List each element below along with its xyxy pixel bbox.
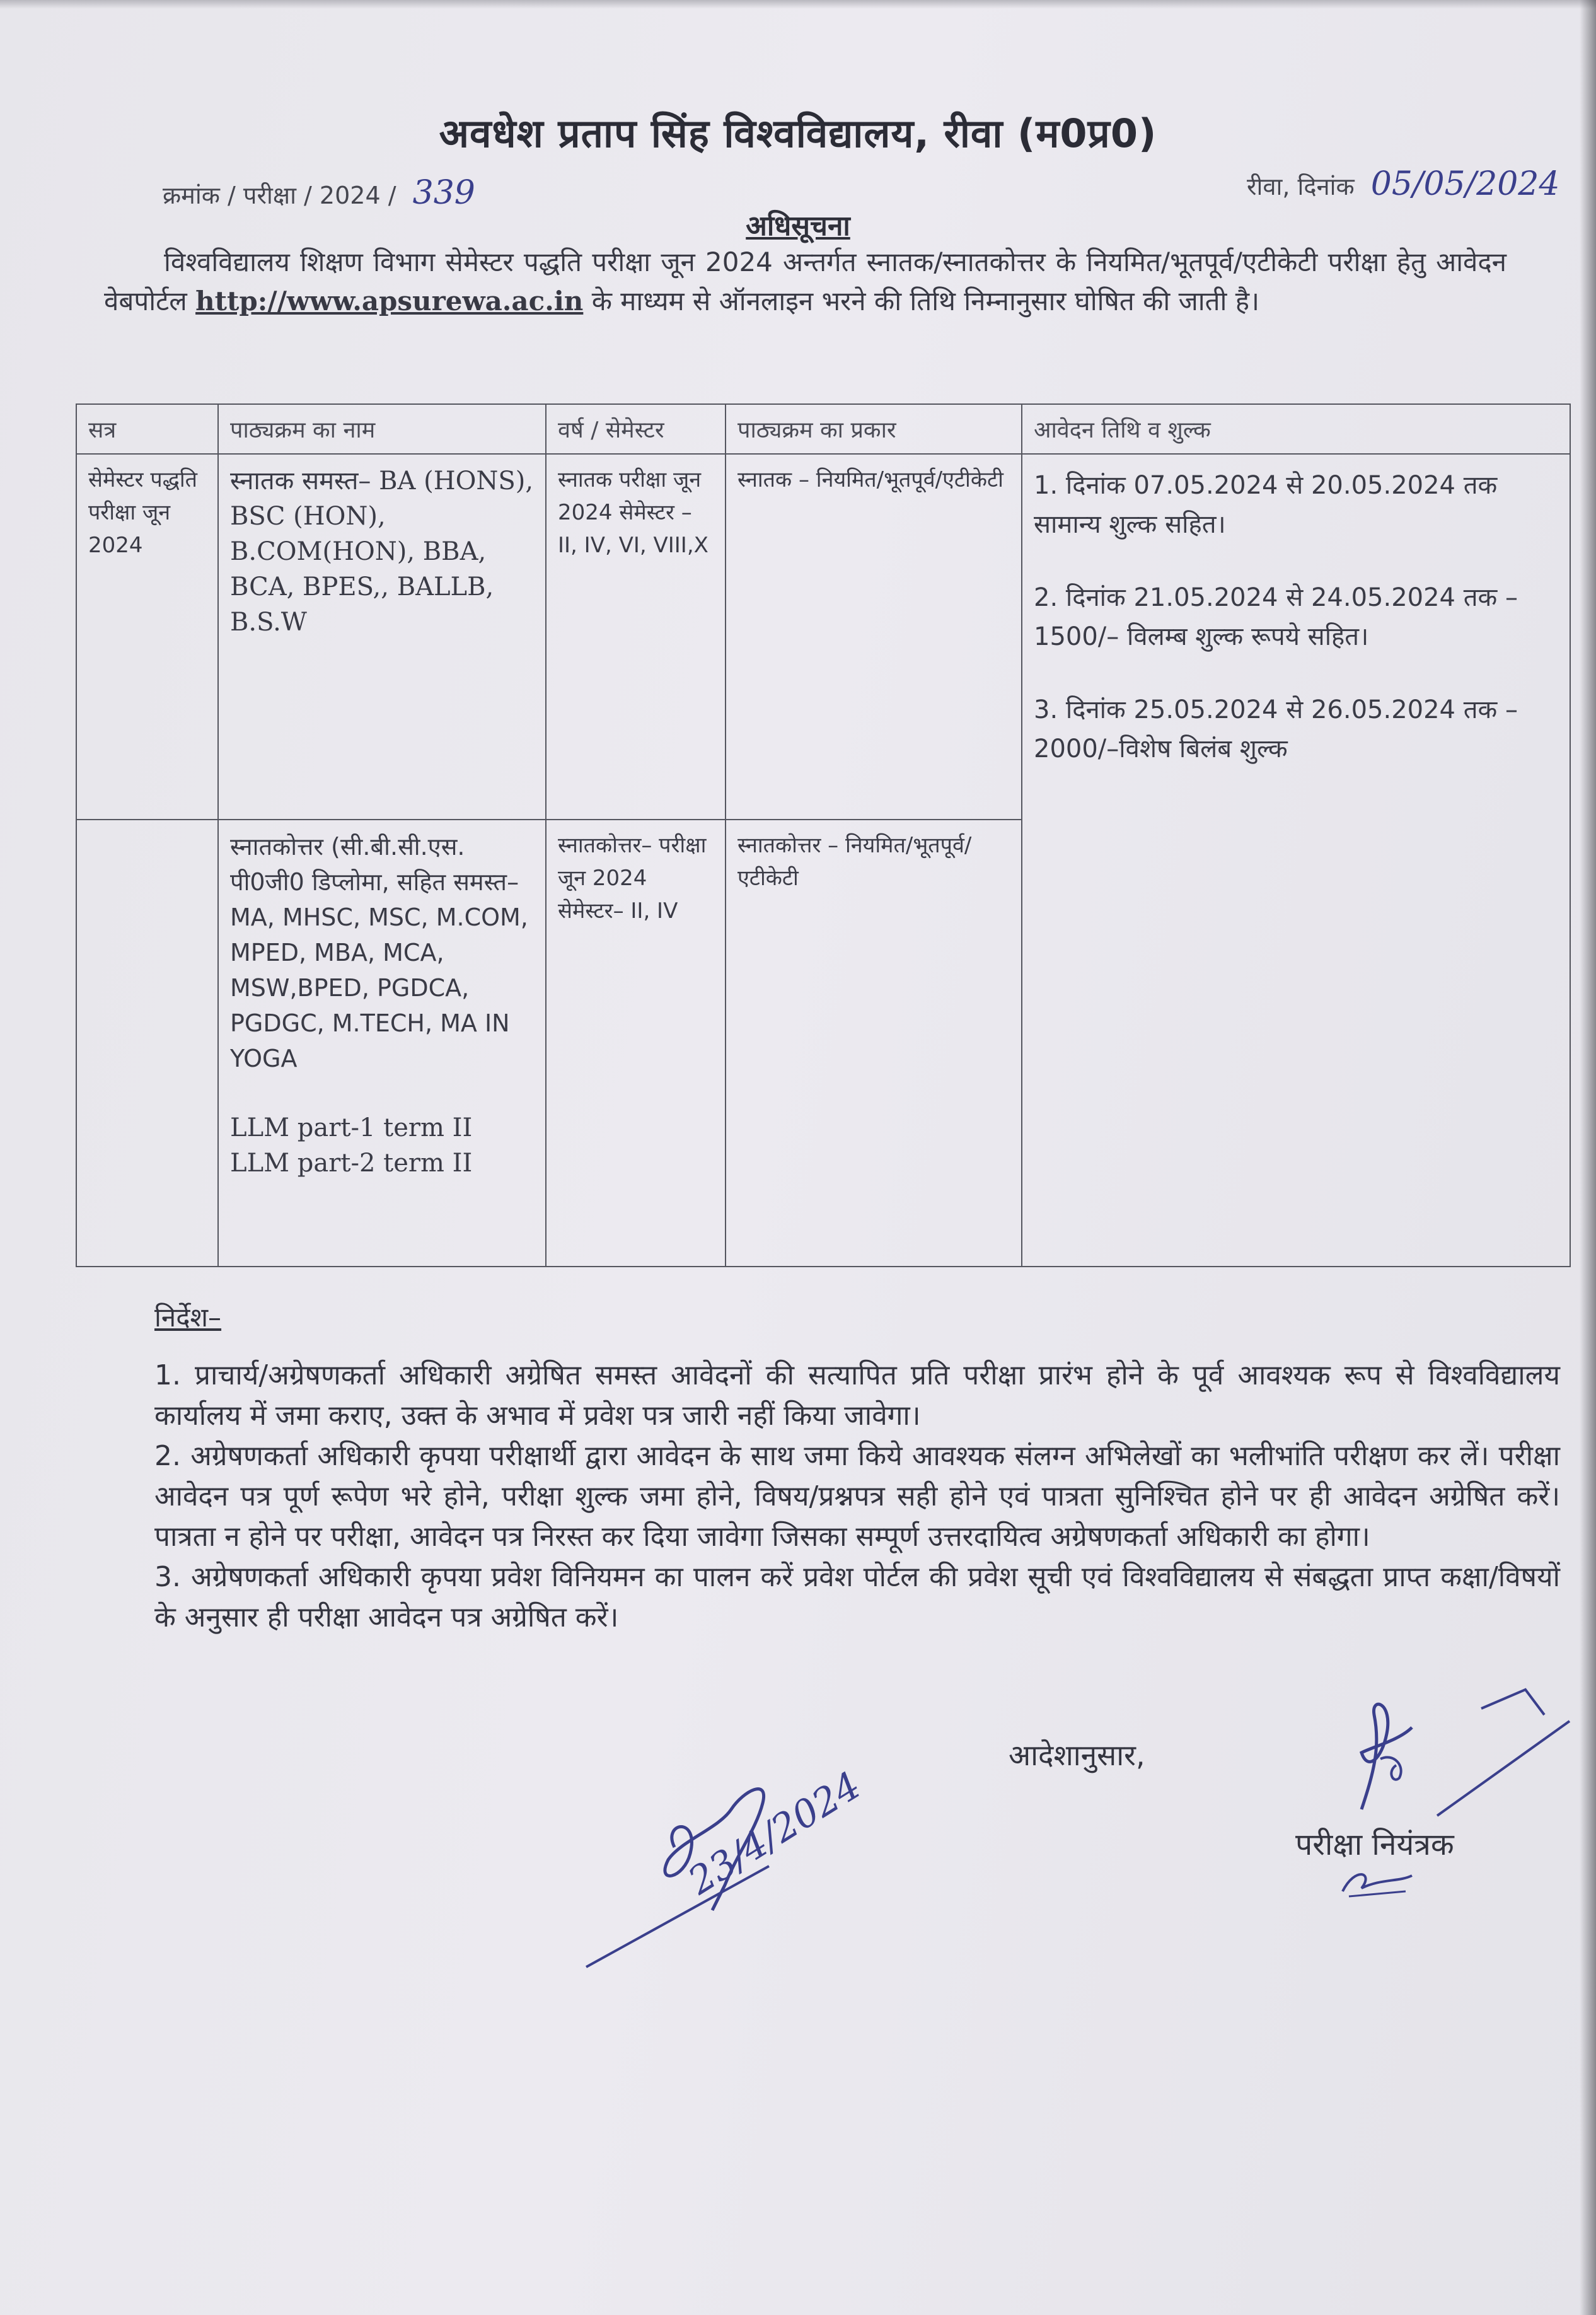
portal-link[interactable]: http://www.apsurewa.ac.in xyxy=(195,286,584,316)
table-header-row xyxy=(76,404,1570,454)
instruction-item: 1. प्राचार्य/अग्रेषणकर्ता अधिकारी अग्रेषित समस्त आवेदनों की सत्यापित प्रति परीक्षा प्रारंभ होने के पूर्व आवश्यक रूप से विश्वविद्यालय कार्यालय में जमा कराए, उक्त के अभाव में प्रवेश पत्र जारी नहीं किया जावेगा। xyxy=(154,1359,1560,1432)
header-course-name: पाठ्यक्रम का नाम xyxy=(218,404,546,454)
reference-label: क्रमांक / परीक्षा / 2024 / xyxy=(163,182,396,209)
header-year-semester: वर्ष / सेमेस्टर xyxy=(546,404,726,454)
university-title: अवधेश प्रताप सिंह विश्वविद्यालय, रीवा (म0प्र0) xyxy=(439,110,1157,156)
instruction-item: 3. अग्रेषणकर्ता अधिकारी कृपया प्रवेश विनियमन का पालन करें प्रवेश पोर्टल की प्रवेश सूची एवं विश्वविद्यालय से संबद्धता प्राप्त कक्षा/विषयों के अनुसार ही परीक्षा आवेदन पत्र अग्रेषित करें। xyxy=(154,1561,1560,1633)
initials-scribble xyxy=(1336,1860,1425,1904)
ug-courses: स्नातक समस्त– BA (HONS), BSC (HON), B.COM(HON), BBA, BCA, BPES,, BALLB, B.S.W xyxy=(218,454,546,820)
llm-part-1: LLM part-1 term II xyxy=(230,1113,473,1142)
instructions-list xyxy=(154,1355,1560,1638)
pg-courses: स्नातकोत्तर (सी.बी.सी.एस. पी0जी0 डिप्लोमा, सहित समस्त– MA, MHSC, MSC, M.COM, MPED, MBA, MCA, MSW,BPED, PGDCA, PGDGC, M.TECH, MA IN YOGA xyxy=(230,833,528,1072)
fee-schedule-cell xyxy=(1022,454,1570,1267)
ug-year-semester: स्नातक परीक्षा जून 2024 सेमेस्टर – II, IV, VI, VIII,X xyxy=(546,454,726,820)
reference-number: 339 xyxy=(412,174,475,212)
header-session: सत्र xyxy=(76,404,218,454)
by-order-text: आदेशानुसार, xyxy=(1009,1738,1145,1772)
signatory-title: परीक्षा नियंत्रक xyxy=(1295,1827,1454,1862)
intro-text-end: के माध्यम से ऑनलाइन भरने की तिथि निम्नानुसार घोषित की जाती है। xyxy=(583,286,1260,316)
schedule-table xyxy=(76,403,1571,1267)
fee-item: 1. दिनांक 07.05.2024 से 20.05.2024 तक सामान्य शुल्क सहित। xyxy=(1034,471,1498,539)
notice-intro xyxy=(104,243,1506,321)
pg-courses-cell xyxy=(218,820,546,1267)
header-course-type: पाठ्यक्रम का प्रकार xyxy=(726,404,1022,454)
paper-edge-shadow xyxy=(1580,0,1596,2315)
instructions-title: निर्देश– xyxy=(154,1302,222,1333)
paper-top-edge xyxy=(0,0,1596,9)
pg-year-semester: स्नातकोत्तर– परीक्षा जून 2024 सेमेस्टर– II, IV xyxy=(546,820,726,1267)
notice-heading: अधिसूचना xyxy=(746,210,850,242)
handwritten-date: 23/4/2024 xyxy=(681,1763,869,1904)
fee-item: 3. दिनांक 25.05.2024 से 26.05.2024 तक –2000/–विशेष बिलंब शुल्क xyxy=(1034,695,1518,763)
llm-part-2: LLM part-2 term II xyxy=(230,1149,473,1178)
ug-course-type: स्नातक – नियमित/भूतपूर्व/एटीकेटी xyxy=(726,454,1022,820)
fee-item: 2. दिनांक 21.05.2024 से 24.05.2024 तक –1500/– विलम्ब शुल्क रूपये सहित। xyxy=(1034,583,1518,651)
intro-text-start: विश्वविद्यालय शिक्षण विभाग सेमेस्टर पद्धति परीक्षा जून 2024 अन्तर्गत स्नातक/स्नातकोत्तर के नियमित/भूतपूर्व/एटीकेटी परीक्षा हेतु आवेदन वेबपोर्टल xyxy=(104,247,1506,316)
date-label: रीवा, दिनांक xyxy=(1247,173,1355,200)
pg-course-type: स्नातकोत्तर – नियमित/भूतपूर्व/एटीकेटी xyxy=(726,820,1022,1267)
table-row-ug xyxy=(76,454,1570,820)
instruction-item: 2. अग्रेषणकर्ता अधिकारी कृपया परीक्षार्थी द्वारा आवेदन के साथ जमा किये आवश्यक संलग्न अभिलेखों का भलीभांति परीक्षण कर लें। परीक्षा आवेदन पत्र पूर्ण रूपेण भरे होने, परीक्षा शुल्क जमा होने, विषय/प्रश्नपत्र सही होने एवं पात्रता सुनिश्चित होने पर ही आवेदन अग्रेषित करें। पात्रता न होने पर परीक्षा, आवेदन पत्र निरस्त कर दिया जावेगा जिसका सम्पूर्ण उत्तरदायित्व अग्रेषणकर्ता अधिकारी का होगा। xyxy=(154,1440,1560,1553)
session-cell-empty xyxy=(76,820,218,1267)
date-line xyxy=(1247,165,1559,203)
date-value: 05/05/2024 xyxy=(1370,165,1560,203)
header-date-fee: आवेदन तिथि व शुल्क xyxy=(1022,404,1570,454)
session-cell: सेमेस्टर पद्धति परीक्षा जून 2024 xyxy=(76,454,218,820)
controller-signature xyxy=(1336,1677,1576,1828)
